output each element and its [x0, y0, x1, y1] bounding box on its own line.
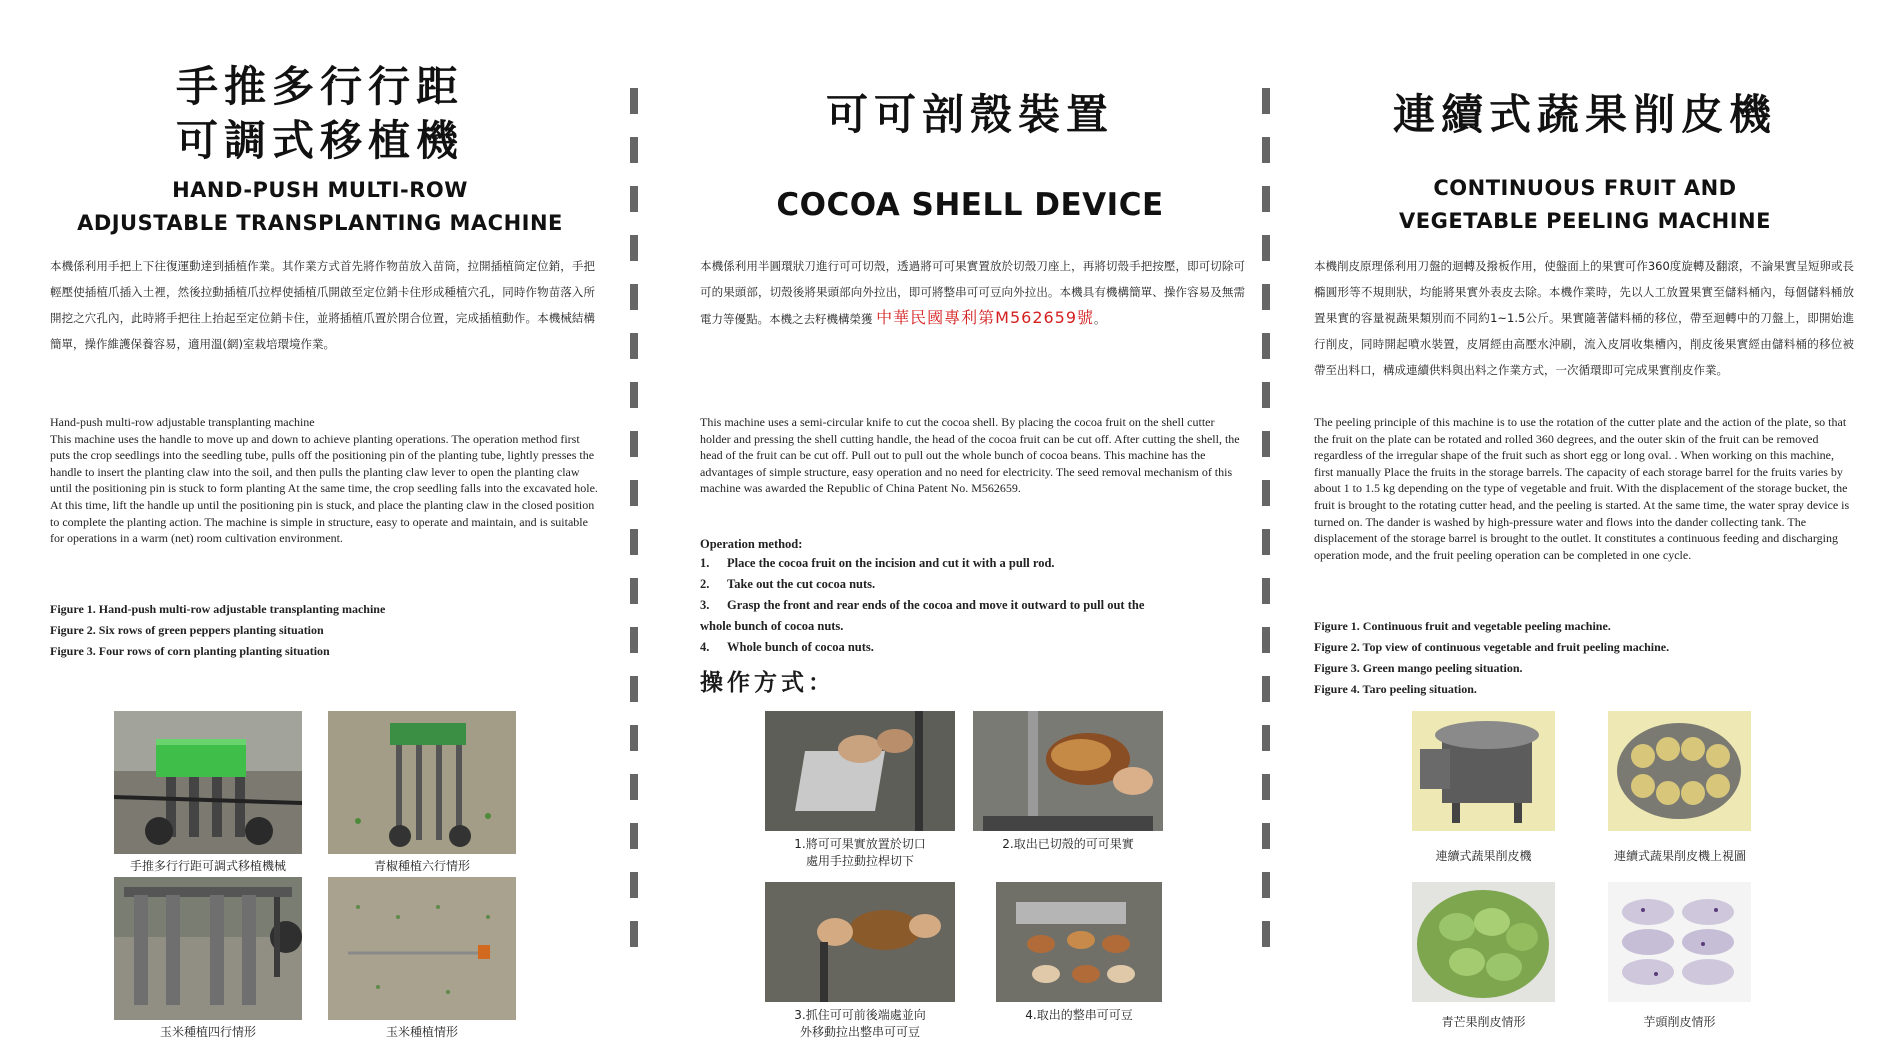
transplanting-machine-photo: [114, 711, 302, 854]
step-item-continued: whole bunch of cocoa nuts.: [700, 619, 844, 633]
cocoa-step2-photo: [973, 711, 1163, 831]
caption-cocoa-step3: 3.抓住可可前後端處並向 外移動拉出整串可可豆: [794, 1008, 926, 1039]
corn-four-rows-photo: [114, 877, 302, 1020]
operation-heading: Operation method:: [700, 537, 803, 551]
en-description: This machine uses a semi-circular knife to cut the cocoa shell. By placing the cocoa fruit on the shell cutter holder and pressing the shell cutting handle, the head of the cocoa fruit can be cut off. After cutting the shell, the head of the fruit can be cut off. Pull out to pull out the whole bunch of cocoa beans. This machine has the advantages of simple structure, easy operation and no need for electricity. The seed removal mechanism of this machine was awarded the Republic of China Patent No. M562659.: [700, 415, 1240, 496]
caption-cocoa-step4: 4.取出的整串可可豆: [1025, 1008, 1133, 1022]
caption-green-pepper: 青椒種植六行情形: [373, 859, 470, 873]
cocoa-step3-photo: [765, 882, 955, 1002]
caption-peeling-machine: 連續式蔬果削皮機: [1435, 849, 1532, 863]
cocoa-step1-photo: [765, 711, 955, 831]
zh-title-line2: 可調式移植機: [175, 116, 464, 165]
en-description: The peeling principle of this machine is to use the rotation of the cutter plate and the action of the plate, so that the fruit on the plate can be rotated and rolled 360 degrees, and the outer skin of the fruit can be removed regardless of the irregular shape of the fruit such as short egg or long oval. . When working on this machine, first manually Place the fruits in the storage barrels. The capacity of each storage barrel for the fruits varies by about 1 to 1.5 kg depending on the type of vegetable and fruit. With the displacement of the storage bucket, the fruit is brought to the rotating cutter head, and the peeling is started. At the same time, the water spray device is turned on. The dander is washed by high-pressure water and flows into the dander collecting tank. The displacement of the storage barrel is brought to the outlet. It constitutes a continuous feeding and discharging operation mode, and the fruit peeling operation can be completed in one cycle.: [1314, 415, 1850, 562]
en-heading: Hand-push multi-row adjustable transplanting machine: [50, 415, 315, 429]
zh-description: 本機係利用手把上下往復運動達到插植作業。其作業方式首先將作物苗放入苗筒，拉開插植筒定位銷，手把輕壓使插植爪插入土裡，然後拉動插植爪拉桿使插植爪開啟至定位銷卡住形成種植穴孔，同時作物苗落入所開挖之穴孔內，此時將手把往上抬起至定位銷卡住，並將插植爪置於閉合位置，完成插植動作。本機械結構簡單，操作維護保養容易，適用溫(網)室栽培環境作業。: [50, 259, 595, 351]
taro-peeling-photo: [1608, 882, 1751, 1002]
caption-green-mango: 青芒果削皮情形: [1441, 1015, 1526, 1029]
patent-number: 中華民國專利第M562659號: [876, 308, 1095, 327]
figure-item: Figure 3. Four rows of corn planting planting situation: [50, 644, 330, 658]
step-item: 3. Grasp the front and rear ends of the cocoa and move it outward to pull out the: [700, 598, 1145, 612]
caption-corn-planting: 玉米種植情形: [385, 1025, 458, 1039]
zh-description-text: 本機係利用半圓環狀刀進行可可切殼，透過將可可果實置放於切殼刀座上，再將切殼手把按壓，即可切除可可的果頭部，切殼後將果頭部向外拉出，即可將整串可可豆向外拉出。本機具有機構簡單、操作容易及無需電力等優點。本機之去籽機構榮獲: [700, 259, 1245, 326]
zh-description-end: 。: [1094, 312, 1106, 326]
caption-corn-four-rows: 玉米種植四行情形: [159, 1025, 256, 1039]
zh-title: 連續式蔬果削皮機: [1392, 90, 1777, 139]
zh-description: 本機削皮原理係利用刀盤的迴轉及撥板作用，使盤面上的果實可作360度旋轉及翻滾，不論果實呈短卵或長橢圓形等不規則狀，均能將果實外表皮去除。本機作業時，先以人工放置果實至儲料桶內，每個儲料桶放置果實的容量視蔬果類別而不同約1~1.5公斤。果實隨著儲料桶的移位，帶至迴轉中的刀盤上，即開始進行削皮，同時開起噴水裝置，皮屑經由高壓水沖刷，流入皮屑收集槽內，削皮後果實經由儲料桶的移位被帶至出料口，構成連續供料與出料之作業方式，一次循環即可完成果實削皮作業。: [1314, 259, 1854, 377]
zh-title-line1: 手推多行行距: [175, 62, 464, 111]
figure-item: Figure 1. Continuous fruit and vegetable peeling machine.: [1314, 619, 1611, 633]
column-divider: [630, 88, 638, 968]
caption-peeling-machine-top-view: 連續式蔬果削皮機上視圖: [1613, 849, 1746, 863]
figure-item: Figure 3. Green mango peeling situation.: [1314, 661, 1523, 675]
cocoa-step4-photo: [996, 882, 1162, 1002]
column-transplanting: [40, 0, 600, 1064]
green-mango-peeling-photo: [1412, 882, 1555, 1002]
en-title-line1: CONTINUOUS FRUIT AND: [1433, 176, 1737, 200]
step-item: 2. Take out the cut cocoa nuts.: [700, 577, 876, 591]
en-title-line2: VEGETABLE PEELING MACHINE: [1399, 209, 1771, 233]
caption-transplanting-machine: 手推多行行距可調式移植機械: [129, 859, 286, 873]
figure-item: Figure 2. Top view of continuous vegetable and fruit peeling machine.: [1314, 640, 1670, 654]
operation-steps: [700, 553, 1245, 658]
column-cocoa: [690, 0, 1250, 1064]
figure-item: Figure 4. Taro peeling situation.: [1314, 682, 1477, 696]
en-description: This machine uses the handle to move up and down to achieve planting operations. The operation method first puts the crop seedlings into the seedling tube, pulls off the positioning pin of the planting tube, lightly presses the handle to insert the planting claw into the soil, and then pulls the planting claw lever to open the planting claw until the positioning pin is stuck to form planting At the same time, the crop seedling falls into the excavated hole. At this time, lift the handle up until the positioning pin is stuck, and place the planting claw in the closed position to complete the planting action. The machine is simple in structure, easy to operate and maintain, and is suitable for operations in a warm (net) room cultivation environment.: [50, 431, 598, 546]
zh-description: [700, 253, 1245, 332]
caption-cocoa-step2: 2.取出已切殼的可可果實: [1002, 837, 1134, 851]
step-item: 4. Whole bunch of cocoa nuts.: [700, 640, 874, 654]
en-title-line1: HAND-PUSH MULTI-ROW: [172, 178, 468, 202]
caption-cocoa-step1: 1.將可可果實放置於切口 處用手拉動拉桿切下: [794, 837, 926, 868]
caption-taro: 芋頭削皮情形: [1643, 1015, 1716, 1029]
step-item: 1. Place the cocoa fruit on the incision and cut it with a pull rod.: [700, 556, 1055, 570]
en-title: COCOA SHELL DEVICE: [776, 187, 1164, 223]
column-peeling: [1310, 0, 1860, 1064]
column-divider: [1262, 88, 1270, 968]
peeling-machine-photo: [1412, 711, 1555, 831]
figure-list: [1314, 616, 1854, 700]
green-pepper-rows-photo: [328, 711, 516, 854]
en-title-line2: ADJUSTABLE TRANSPLANTING MACHINE: [77, 211, 563, 235]
zh-title: 可可剖殼裝置: [825, 90, 1114, 139]
zh-operation-heading: 操作方式：: [700, 670, 835, 696]
figure-list: [50, 599, 600, 662]
figure-item: Figure 2. Six rows of green peppers planting situation: [50, 623, 324, 637]
peeling-machine-top-view-photo: [1608, 711, 1751, 831]
figure-item: Figure 1. Hand-push multi-row adjustable transplanting machine: [50, 602, 386, 616]
corn-planting-photo: [328, 877, 516, 1020]
